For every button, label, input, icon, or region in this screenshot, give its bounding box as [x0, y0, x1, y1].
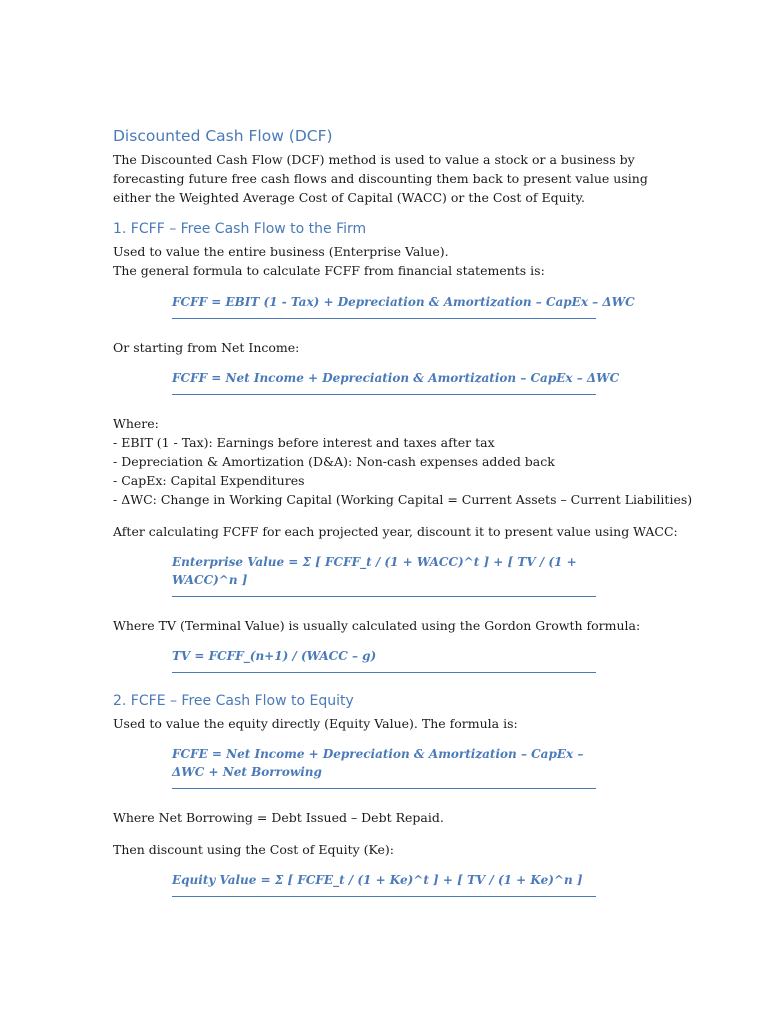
- fcfe-formula: FCFE = Net Income + Depreciation & Amortization – CapEx – ΔWC + Net Borrowing: [172, 745, 596, 789]
- enterprise-value-formula: Enterprise Value = Σ [ FCFF_t / (1 + WACC)^t ] + [ TV / (1 + WACC)^n ]: [172, 553, 596, 597]
- fcff-alt-intro: Or starting from Net Income:: [113, 340, 300, 355]
- discount-intro: Then discount using the Cost of Equity (Ke):: [113, 842, 395, 857]
- fcfe-line-1: Used to value the equity directly (Equity Value). The formula is:: [113, 716, 518, 731]
- tv-intro: Where TV (Terminal Value) is usually calculated using the Gordon Growth formula:: [113, 618, 641, 633]
- bullet-da: - Depreciation & Amortization (D&A): Non-cash expenses added back: [113, 454, 555, 469]
- document-page: [113, 126, 693, 897]
- tv-formula: TV = FCFF_(n+1) / (WACC – g): [172, 647, 596, 673]
- fcfe-heading: 2. FCFE – Free Cash Flow to Equity: [113, 693, 354, 709]
- net-borrowing-definition: Where Net Borrowing = Debt Issued – Debt Repaid.: [113, 810, 444, 825]
- fcff-line-1: Used to value the entire business (Enterprise Value).: [113, 244, 449, 259]
- fcff-heading: 1. FCFF – Free Cash Flow to the Firm: [113, 221, 367, 237]
- equity-value-formula: Equity Value = Σ [ FCFE_t / (1 + Ke)^t ] + [ TV / (1 + Ke)^n ]: [172, 871, 596, 897]
- bullet-ebit: - EBIT (1 - Tax): Earnings before interest and taxes after tax: [113, 435, 495, 450]
- fcff-after: After calculating FCFF for each projected year, discount it to present value using WACC:: [113, 524, 678, 539]
- fcff-line-2: The general formula to calculate FCFF from financial statements is:: [113, 263, 545, 278]
- bullet-capex: - CapEx: Capital Expenditures: [113, 473, 305, 488]
- bullet-wc: - ΔWC: Change in Working Capital (Working Capital = Current Assets – Current Liabilities): [113, 492, 693, 507]
- intro-paragraph: The Discounted Cash Flow (DCF) method is used to value a stock or a business by forecasting future free cash flows and discounting them back to present value using either the Weighted Average Cost of Capital (WACC) or the Cost of Equity.: [113, 152, 648, 205]
- fcff-formula-ebit: FCFF = EBIT (1 - Tax) + Depreciation & Amortization – CapEx – ΔWC: [172, 293, 596, 319]
- document-title: Discounted Cash Flow (DCF): [113, 127, 333, 145]
- fcff-formula-net-income: FCFF = Net Income + Depreciation & Amortization – CapEx – ΔWC: [172, 369, 596, 395]
- where-label: Where:: [113, 416, 159, 431]
